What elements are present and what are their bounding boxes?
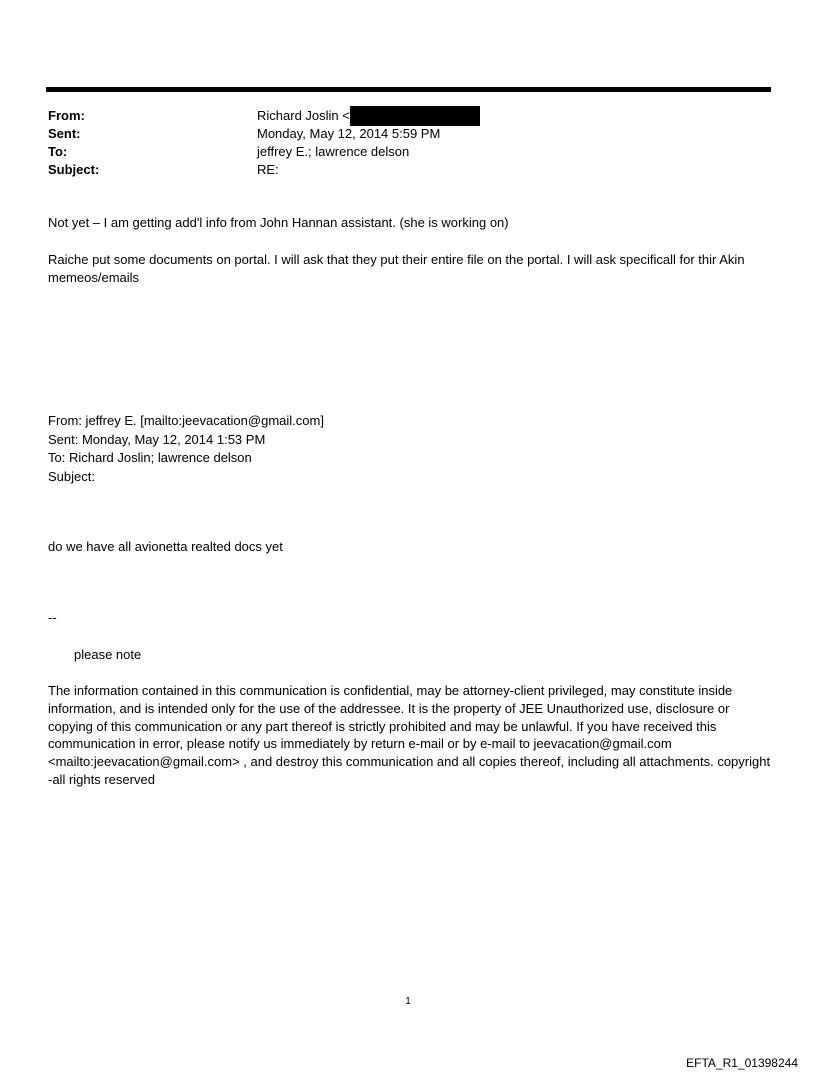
to-label: To: <box>48 144 68 159</box>
page-number: 1 <box>405 996 411 1007</box>
sent-value: Monday, May 12, 2014 5:59 PM <box>257 126 441 141</box>
signature-note: please note <box>74 647 142 662</box>
signature-separator: -- <box>48 610 57 625</box>
forwarded-header <box>48 412 324 486</box>
body-paragraph-1: Not yet – I am getting add'l info from John Hannan assistant. (she is working on) <box>48 215 509 230</box>
from-value-wrapper <box>257 106 768 126</box>
header-rule <box>46 87 771 92</box>
from-value: Richard Joslin < <box>257 108 350 123</box>
confidentiality-disclaimer: The information contained in this communication is confidential, may be attorney-client privileged, may constitute inside information, and is intended only for the use of the addressee. It is the property of JEE Unauthorized use, disclosure or copying of this communication or any part thereof is strictly prohibited and may be unlawful. If you have received this communication in error, please notify us immediately by return e-mail or by e-mail to jeevacation@gmail.com <mailto:jeevacation@gmail.com> , and destroy this communication and all copies thereof, including all attachments. copyright -all rights reserved <box>48 683 771 787</box>
subject-row <box>48 161 768 179</box>
forwarded-from: From: jeffrey E. [mailto:jeevacation@gmail.com] <box>48 413 324 428</box>
bates-number: EFTA_R1_01398244 <box>686 1056 798 1070</box>
email-header <box>48 107 768 179</box>
forwarded-subject: Subject: <box>48 468 95 484</box>
forwarded-to: To: Richard Joslin; lawrence delson <box>48 450 252 465</box>
subject-label: Subject: <box>48 162 100 177</box>
forwarded-sent: Sent: Monday, May 12, 2014 1:53 PM <box>48 431 266 447</box>
forwarded-message: do we have all avionetta realted docs yet <box>48 539 283 554</box>
sent-label: Sent: <box>48 126 81 141</box>
body-paragraph-2: Raiche put some documents on portal. I will ask that they put their entire file on the portal. I will ask specificall for thir Akin memeos/emails <box>48 252 745 285</box>
redaction-box <box>350 106 480 126</box>
to-value: jeffrey E.; lawrence delson <box>257 144 410 159</box>
sent-row <box>48 125 768 143</box>
to-row <box>48 143 768 161</box>
subject-value: RE: <box>257 162 279 177</box>
from-row <box>48 107 768 125</box>
from-label: From: <box>48 108 85 123</box>
